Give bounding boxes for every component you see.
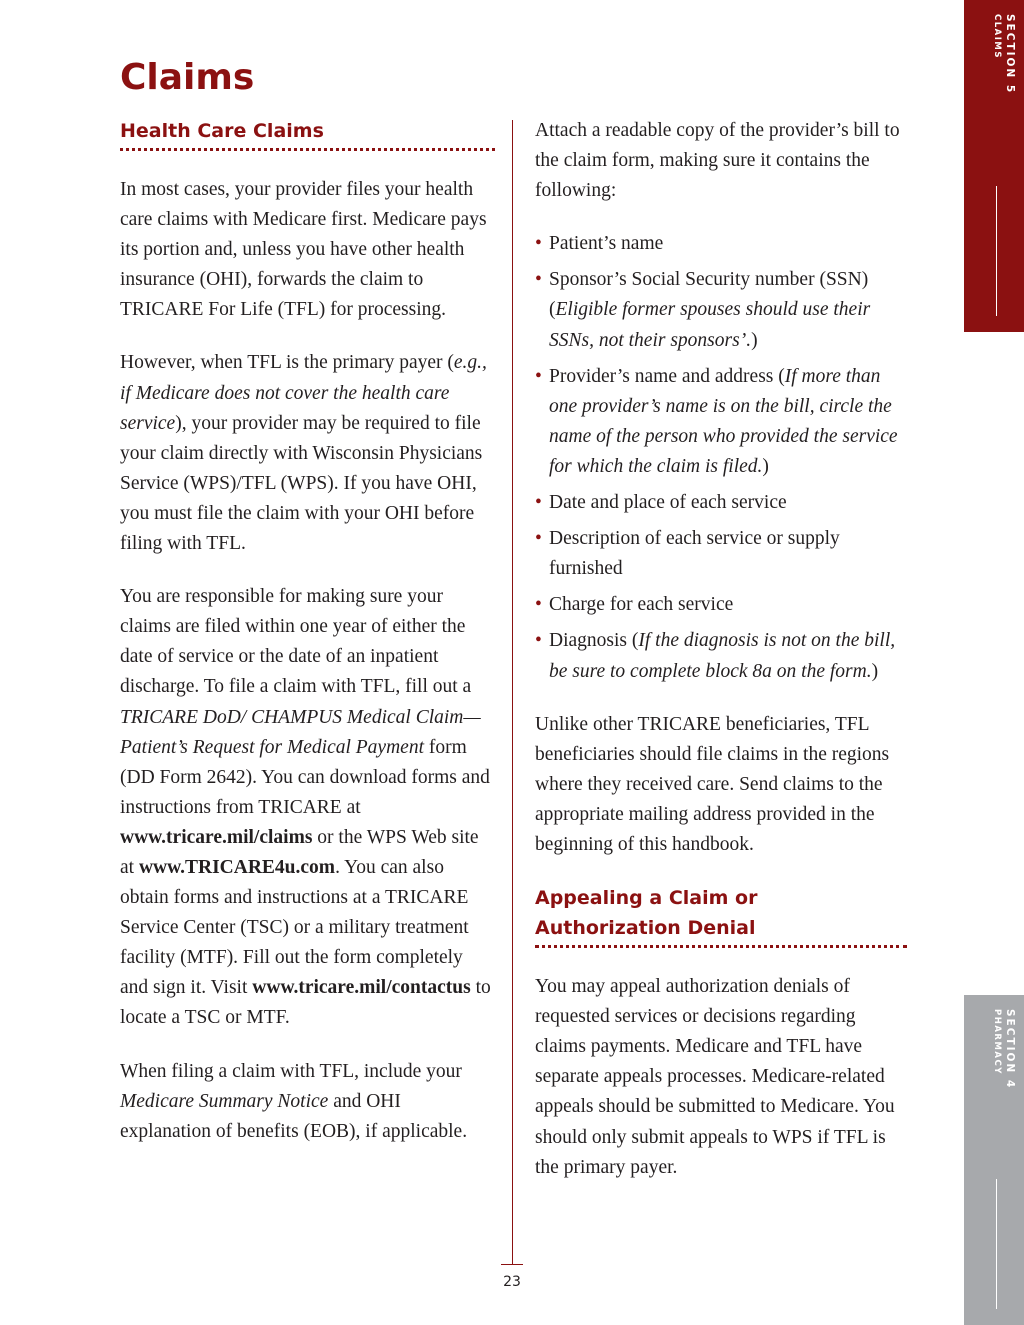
- right-column: [535, 116, 907, 1206]
- emphasized-link-text: www.TRICARE4u.com: [138, 856, 336, 878]
- page-number: 23: [503, 1274, 521, 1290]
- tab-label: [990, 1009, 1016, 1089]
- text-run: TRICARE DoD/ CHAMPUS Medical Claim—Patient’s Request for Medical Payment: [120, 706, 481, 758]
- required-bill-items-list: [535, 229, 907, 686]
- text-run: ): [762, 455, 769, 477]
- text-run: to locate a TSC or MTF.: [120, 977, 491, 1029]
- text-run: or the WPS Web site at: [120, 826, 479, 878]
- left-paragraph-1: [120, 175, 495, 325]
- page-title: Claims: [120, 57, 255, 98]
- text-run: If the diagnosis is not on the bill, be sure to complete block 8a on the form.: [549, 630, 896, 682]
- regions-paragraph: [535, 710, 907, 860]
- text-run: ): [871, 660, 879, 682]
- text-run: However, when TFL is the primary payer (: [120, 352, 454, 374]
- text-run: Date and place of each service: [549, 492, 787, 514]
- tab-label: [990, 14, 1016, 94]
- text-run: Eligible former spouses should use their SSNs, not their sponsors’.: [549, 299, 871, 351]
- text-run: Charge for each service: [549, 594, 734, 616]
- health-care-claims-heading: Health Care Claims: [120, 116, 495, 151]
- tab-section-label: SECTION 4: [1004, 1009, 1016, 1090]
- column-divider-cap: [501, 1264, 523, 1265]
- tab-section-label: SECTION 5: [1004, 14, 1016, 95]
- emphasized-link-text: www.tricare.mil/contactus: [252, 977, 471, 999]
- text-run: . You can also obtain forms and instructions at a TRICARE Service Center (TSC) or a military treatment facility (MTF). Fill out the form completely and sign it. Visit: [120, 856, 469, 999]
- left-paragraph-3: [120, 582, 495, 1033]
- left-column: [120, 116, 495, 1170]
- section-5-claims-tab[interactable]: [964, 0, 1024, 332]
- tab-name-label: PHARMACY: [992, 1009, 1002, 1075]
- column-divider: [512, 120, 513, 1265]
- text-run: form (DD Form 2642). You can download forms and instructions from TRICARE at: [120, 736, 490, 818]
- text-run: If more than one provider’s name is on the bill, circle the name of the person who provided the service for which the claim is filed.: [549, 365, 898, 477]
- tab-rule: [996, 1179, 997, 1309]
- section-4-pharmacy-tab[interactable]: [964, 995, 1024, 1325]
- list-item: [535, 265, 907, 355]
- right-intro-paragraph: [535, 116, 907, 206]
- text-run: In most cases, your provider files your health care claims with Medicare first. Medicare pays its portion and, unless you have other health insurance (OHI), forwards the claim to TRICARE For Life (TFL) for processing.: [120, 179, 487, 321]
- list-item: [535, 229, 907, 259]
- text-run: ): [751, 329, 758, 351]
- list-item: [535, 488, 907, 518]
- list-item: [535, 362, 907, 482]
- left-paragraph-4: [120, 1057, 495, 1147]
- text-run: Attach a readable copy of the provider’s bill to the claim form, making sure it contains the following:: [535, 120, 900, 202]
- text-run: Provider’s name and address (: [549, 365, 785, 387]
- text-run: You may appeal authorization denials of requested services or decisions regarding claims payments. Medicare and TFL have separate appeals processes. Medicare-related appeals should be submitted to Medicare. You should only submit appeals to WPS if TFL is the primary payer.: [535, 976, 895, 1178]
- text-run: Diagnosis (: [549, 630, 639, 652]
- text-run: Description of each service or supply furnished: [549, 528, 840, 580]
- list-item: [535, 626, 907, 686]
- text-run: Medicare Summary Notice: [120, 1090, 329, 1112]
- emphasized-link-text: www.tricare.mil/claims: [120, 826, 313, 848]
- text-run: You are responsible for making sure your claims are filed within one year of either the date of service or the date of an inpatient discharge. To file a claim with TFL, fill out a: [120, 586, 472, 698]
- text-run: and OHI explanation of benefits (EOB), if applicable.: [120, 1090, 468, 1142]
- text-run: e.g., if Medicare does not cover the health care service: [120, 352, 487, 434]
- text-run: When filing a claim with TFL, include your: [120, 1060, 462, 1082]
- list-item: [535, 524, 907, 584]
- appeal-paragraph: [535, 972, 907, 1183]
- text-run: Unlike other TRICARE beneficiaries, TFL beneficiaries should file claims in the regions where they received care. Send claims to the appropriate mailing address provided in the beginning of this handbook.: [535, 713, 890, 855]
- text-run: ), your provider may be required to file your claim directly with Wisconsin Physicians Service (WPS)/TFL (WPS). If you have OHI, you must file the claim with your OHI before filing with TFL.: [120, 412, 483, 555]
- left-paragraph-2: [120, 348, 495, 559]
- appealing-claim-heading: Appealing a Claim or Authorization Denial: [535, 883, 907, 948]
- list-item: [535, 590, 907, 620]
- text-run: Patient’s name: [549, 233, 664, 255]
- tab-name-label: CLAIMS: [992, 14, 1002, 59]
- tab-rule: [996, 186, 997, 316]
- text-run: Sponsor’s Social Security number (SSN) (: [549, 269, 869, 321]
